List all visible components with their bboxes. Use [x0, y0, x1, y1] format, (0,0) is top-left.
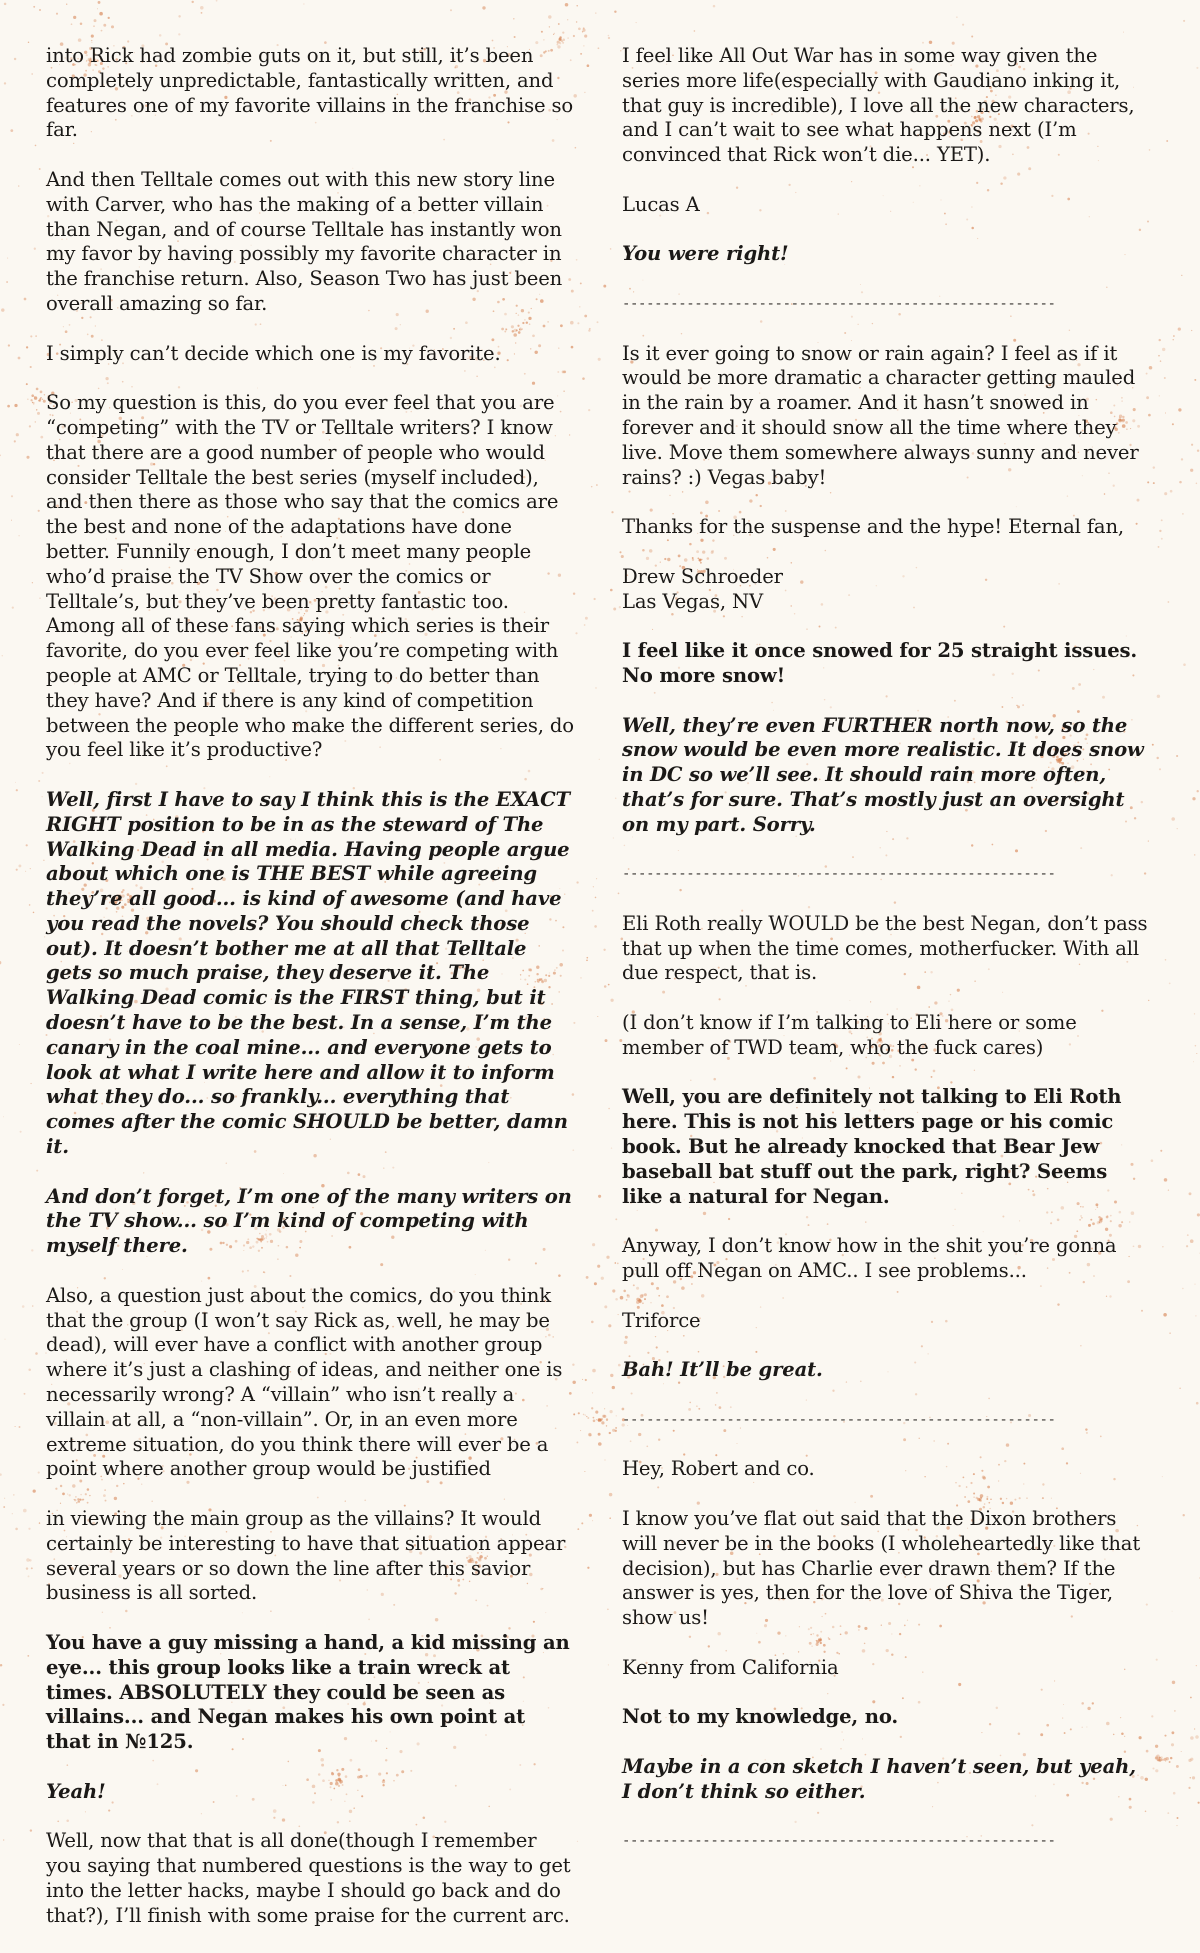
letter-paragraph: Also, a question just about the comics, do you think that the group (I won’t say Rick as, well, he may be dead), will ever have a conflict with another group where it’s just a clashing of ideas, and neither one is necessarily wrong? A “villain” who isn’t really a villain at all, a “non-villain”. Or, in an even more extreme situation, do you think there will ever be a point where another group would be justified: [46, 1284, 574, 1482]
letter-separator: ------------------------------------------------------: [622, 862, 1150, 887]
letter-paragraph: Lucas A: [622, 193, 1150, 218]
letter-paragraph: Drew Schroeder: [622, 565, 1150, 590]
letter-paragraph: Thanks for the suspense and the hype! Eternal fan,: [622, 515, 1150, 540]
editor-reply-italic: Well, first I have to say I think this is the EXACT RIGHT position to be in as the steward of The Walking Dead in all media. Having people argue about which one is THE BEST while agreeing they’re all good... is kind of awesome (and have you read the novels? You should check those out). It doesn’t bother me at all that Telltale gets so much praise, they deserve it. The Walking Dead comic is the FIRST thing, but it doesn’t have to be the best. In a sense, I’m the canary in the coal mine... and everyone gets to look at what I write here and allow it to inform what they do... so frankly... everything that comes after the comic SHOULD be better, damn it.: [46, 788, 574, 1160]
letter-paragraph: Eli Roth really WOULD be the best Negan, don’t pass that up when the time comes, motherfucker. With all due respect, that is.: [622, 912, 1150, 986]
editor-reply-italic: Well, they’re even FURTHER north now, so the snow would be even more realistic. It does snow in DC so we’ll see. It should rain more often, that’s for sure. That’s mostly just an oversight on my part. Sorry.: [622, 714, 1150, 838]
letter-paragraph: Is it ever going to snow or rain again? I feel as if it would be more dramatic a character getting mauled in the rain by a roamer. And it hasn’t snowed in forever and it should snow all the time where they live. Move them somewhere always sunny and never rains? :) Vegas baby!: [622, 342, 1150, 491]
right-column: [622, 44, 1150, 1879]
editor-reply: Not to my knowledge, no.: [622, 1705, 1150, 1730]
editor-reply: You have a guy missing a hand, a kid missing an eye... this group looks like a train wreck at times. ABSOLUTELY they could be seen as villains... and Negan makes his own point at that in №125.: [46, 1631, 574, 1755]
editor-reply-italic: You were right!: [622, 242, 1150, 267]
letter-paragraph: Kenny from California: [622, 1656, 1150, 1681]
letter-paragraph: Triforce: [622, 1309, 1150, 1334]
letter-paragraph: I simply can’t decide which one is my favorite.: [46, 342, 574, 367]
letter-paragraph: (I don’t know if I’m talking to Eli here or some member of TWD team, who the fuck cares): [622, 1011, 1150, 1061]
letter-separator: ------------------------------------------------------: [622, 1829, 1150, 1854]
letter-paragraph: Las Vegas, NV: [622, 590, 1150, 615]
letter-separator: ------------------------------------------------------: [622, 292, 1150, 317]
letter-separator: ------------------------------------------------------: [622, 1408, 1150, 1433]
letter-paragraph: I know you’ve flat out said that the Dixon brothers will never be in the books (I wholeheartedly like that decision), but has Charlie ever drawn them? If the answer is yes, then for the love of Shiva the Tiger, show us!: [622, 1507, 1150, 1631]
editor-reply-italic: Maybe in a con sketch I haven’t seen, but yeah, I don’t think so either.: [622, 1755, 1150, 1805]
letter-paragraph: in viewing the main group as the villains? It would certainly be interesting to have that situation appear several years or so down the line after this savior business is all sorted.: [46, 1507, 574, 1606]
letter-paragraph: Hey, Robert and co.: [622, 1457, 1150, 1482]
editor-reply-italic: And don’t forget, I’m one of the many writers on the TV show... so I’m kind of competing with myself there.: [46, 1185, 574, 1259]
letter-paragraph: into Rick had zombie guts on it, but still, it’s been completely unpredictable, fantastically written, and features one of my favorite villains in the franchise so far.: [46, 44, 574, 143]
left-column: [46, 44, 574, 1953]
editor-reply-italic: Bah! It’ll be great.: [622, 1358, 1150, 1383]
letter-paragraph: Well, now that that is all done(though I remember you saying that numbered questions is the way to get into the letter hacks, maybe I should go back and do that?), I’ll finish with some praise for the current arc.: [46, 1829, 574, 1928]
letter-paragraph: I feel like All Out War has in some way given the series more life(especially with Gaudiano inking it, that guy is incredible), I love all the new characters, and I can’t wait to see what happens next (I’m convinced that Rick won’t die... YET).: [622, 44, 1150, 168]
editor-reply-italic: Yeah!: [46, 1780, 574, 1805]
letter-paragraph: Anyway, I don’t know how in the shit you’re gonna pull off Negan on AMC.. I see problems...: [622, 1234, 1150, 1284]
editor-reply: Well, you are definitely not talking to Eli Roth here. This is not his letters page or his comic book. But he already knocked that Bear Jew baseball bat stuff out the park, right? Seems like a natural for Negan.: [622, 1085, 1150, 1209]
letter-paragraph: And then Telltale comes out with this new story line with Carver, who has the making of a better villain than Negan, and of course Telltale has instantly won my favor by having possibly my favorite character in the franchise return. Also, Season Two has just been overall amazing so far.: [46, 168, 574, 317]
letter-paragraph: So my question is this, do you ever feel that you are “competing” with the TV or Telltale writers? I know that there are a good number of people who would consider Telltale the best series (myself included), and then there as those who say that the comics are the best and none of the adaptations have done better. Funnily enough, I don’t meet many people who’d praise the TV Show over the comics or Telltale’s, but they’ve been pretty fantastic too. Among all of these fans saying which series is their favorite, do you ever feel like you’re competing with people at AMC or Telltale, trying to do better than they have? And if there is any kind of competition between the people who make the different series, do you feel like it’s productive?: [46, 391, 574, 763]
editor-reply: I feel like it once snowed for 25 straight issues. No more snow!: [622, 639, 1150, 689]
